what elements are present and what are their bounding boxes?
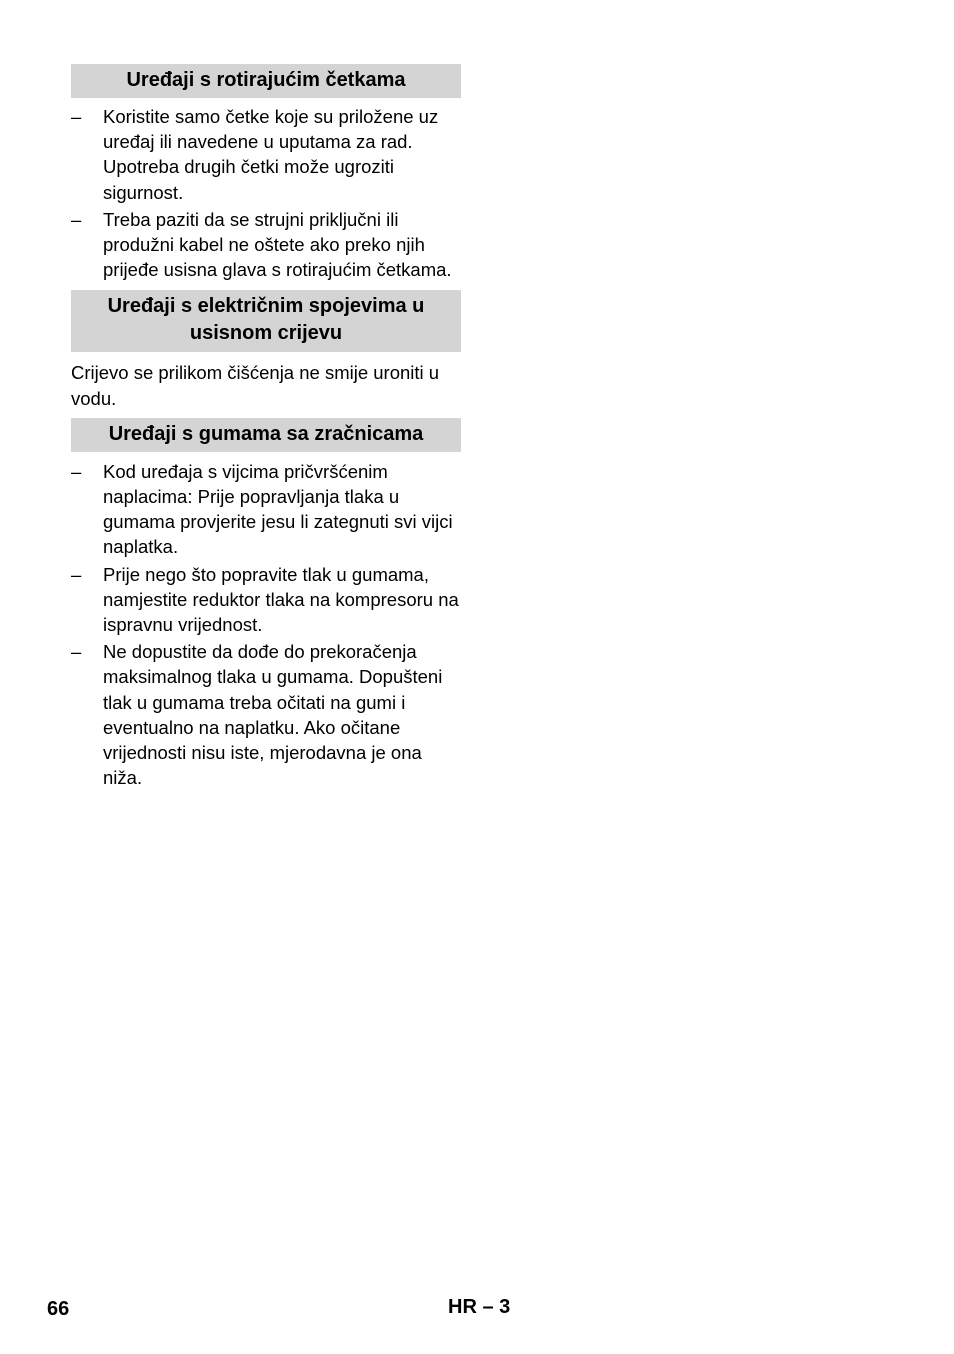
dash-bullet: –: [71, 641, 82, 663]
list-item-text: Kod uređaja s vijcima pričvršćenim naplacima: Prije popravljanja tlaka u gumama provjerite jesu li zategnuti svi vijci naplatka.: [103, 460, 453, 558]
content-column: [71, 64, 461, 790]
dash-bullet: –: [71, 563, 82, 585]
page-number: 66: [47, 1298, 70, 1320]
paragraph-electric-hose: Crijevo se prilikom čišćenja ne smije uroniti u vodu.: [71, 362, 440, 409]
list-item: [71, 562, 461, 638]
list-item-text: Ne dopustite da dođe do prekoračenja maksimalnog tlaka u gumama. Dopušteni tlak u gumama treba očitati na gumi i eventualno na naplatku. Ako očitane vrijednosti nisu iste, mjerodavna je ona niža.: [103, 641, 443, 789]
bullet-list-tires: [71, 459, 461, 791]
bullet-list-rotating-brushes: [71, 104, 461, 282]
list-item-text: Prije nego što popravite tlak u gumama, namjestite reduktor tlaka na kompresoru na ispravnu vrijednost.: [103, 563, 459, 636]
list-item-text: Koristite samo četke koje su priložene uz uređaj ili navedene u uputama za rad. Upotreba drugih četki može ugroziti sigurnost.: [103, 106, 439, 203]
section-label: HR – 3: [448, 1296, 511, 1318]
list-item: [71, 104, 461, 205]
list-item: [71, 639, 461, 790]
list-item: [71, 207, 461, 283]
section-heading-electric-hose: Uređaji s električnim spojevima u usisnom crijevu: [71, 290, 461, 352]
list-item-text: Treba paziti da se strujni priključni ili produžni kabel ne oštete ako preko njih prijeđe usisna glava s rotirajućim četkama.: [103, 208, 452, 281]
dash-bullet: –: [71, 208, 82, 230]
dash-bullet: –: [71, 106, 82, 127]
dash-bullet: –: [71, 460, 82, 482]
section-heading-rotating-brushes: Uređaji s rotirajućim četkama: [71, 64, 461, 98]
list-item: [71, 459, 461, 560]
section-heading-tires: Uređaji s gumama sa zračnicama: [71, 418, 461, 452]
